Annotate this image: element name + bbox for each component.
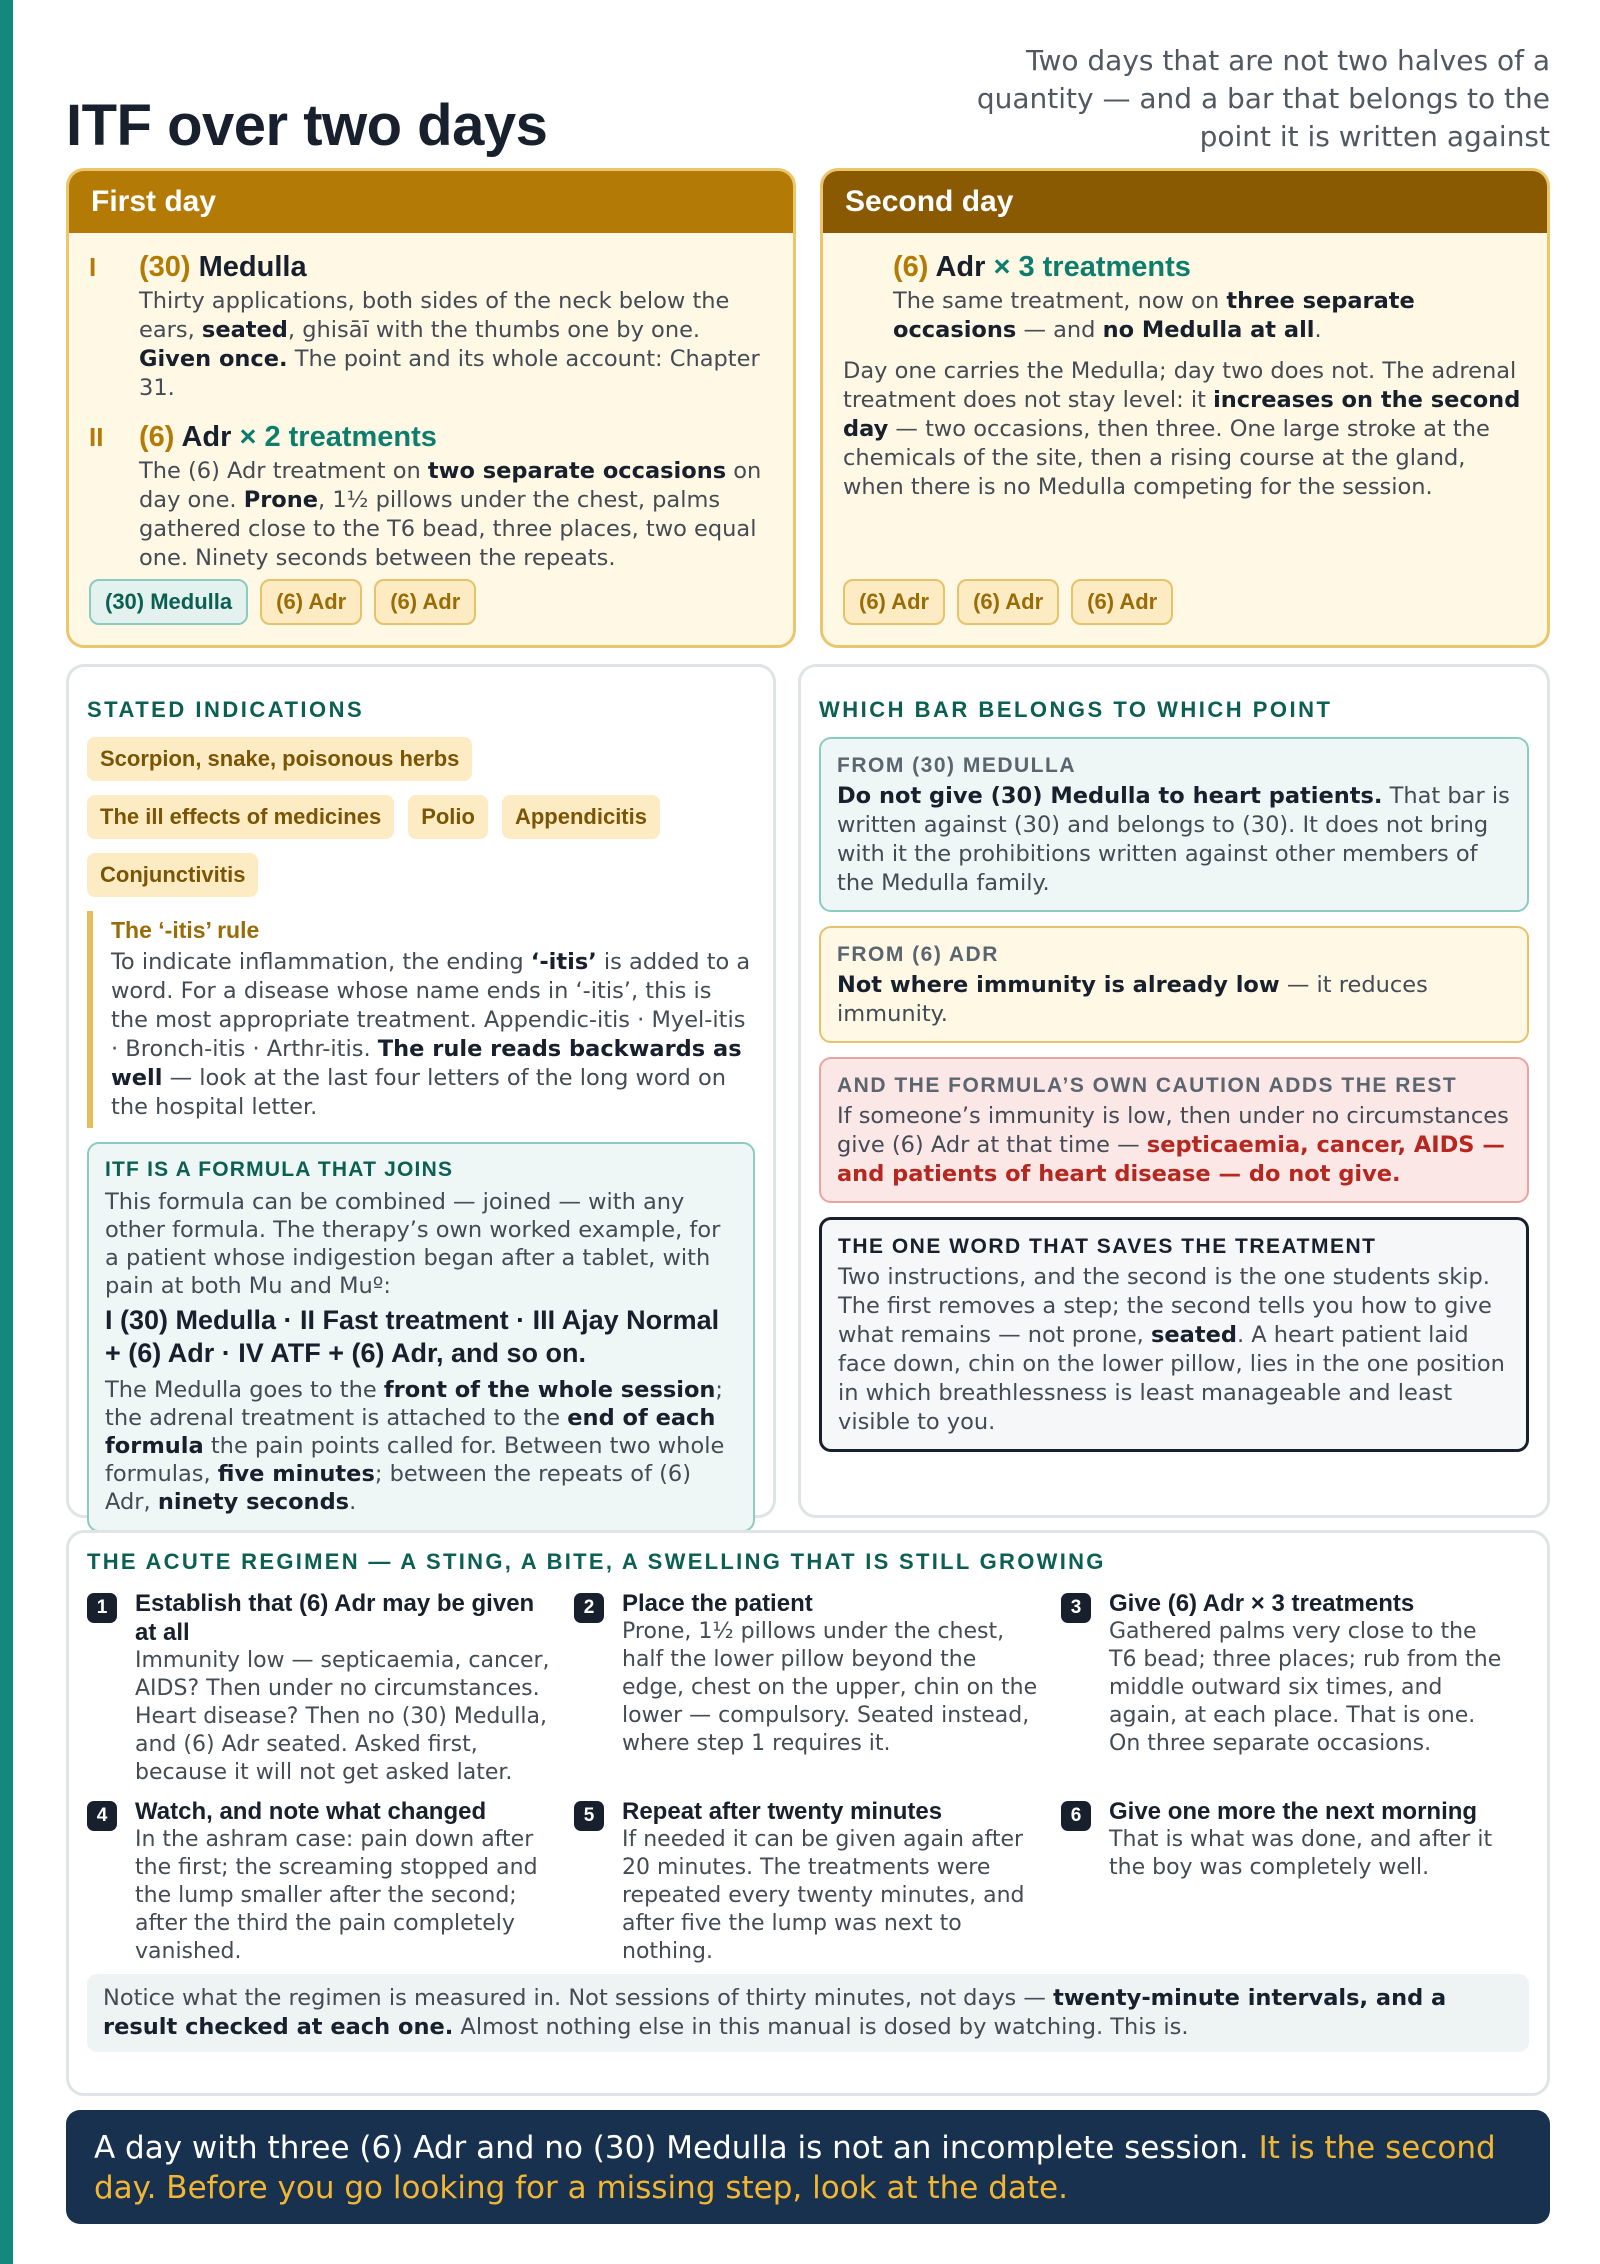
step-title: Establish that (6) Adr may be given at all	[135, 1590, 535, 1646]
indication-tags	[87, 737, 755, 897]
saving-word-box	[819, 1217, 1529, 1452]
itis-rule	[87, 911, 755, 1128]
acute-regimen-panel	[66, 1530, 1550, 2096]
rule-text: To indicate inflammation, the ending ‘-itis’ is added to a word. For a disease whose name ends in ‘-itis’, this is the most appropriate treatment. Appendic-itis · Myel-itis · Bronch-itis · Arthr-itis. The rule reads backwards as well — look at the last four letters of the long word on the hospital letter.	[111, 949, 751, 1120]
panel-title: STATED INDICATIONS	[87, 697, 365, 722]
formula-intro: This formula can be combined — joined — with any other formula. The therapy’s own worked example, for a patient whose indigestion began after a tablet, with pain at both Mu and Muº:	[105, 1189, 721, 1299]
formula-outro: The Medulla goes to the front of the whole session; the adrenal treatment is attached to the end of each formula the pain points called for. Between two whole formulas, five minutes; between the repeats of (6) Adr, ninety seconds.	[105, 1377, 725, 1515]
step-title: Give (6) Adr × 3 treatments	[1109, 1590, 1415, 1617]
step-title: Place the patient	[622, 1590, 813, 1617]
second-day-explanation: Day one carries the Medulla; day two does not. The adrenal treatment does not stay level: it increases on the second day — two occasions, then three. One large stroke at the chemicals of the site, then a rising course at the gland, when there is no Medulla competing for the session.	[843, 358, 1521, 500]
second-day-card	[820, 168, 1550, 648]
box-title: FROM (30) MEDULLA	[837, 754, 1076, 777]
box-text: If someone’s immunity is low, then under no circumstances give (6) Adr at that time — septicaemia, cancer, AIDS — and patients of heart disease — do not give.	[837, 1103, 1509, 1187]
chip-adr: (6) Adr	[843, 579, 945, 625]
step-number-badge: 6	[1061, 1801, 1091, 1831]
chip-adr: (6) Adr	[1071, 579, 1173, 625]
step-title: Watch, and note what changed	[135, 1798, 487, 1825]
second-day-body	[823, 233, 1547, 502]
regimen-step	[1061, 1589, 1521, 1787]
step-numeral: I	[89, 252, 97, 282]
summary-highlight: It is the second day. Before you go looking for a missing step, look at the date.	[94, 2130, 1496, 2206]
page	[66, 0, 1550, 2264]
step-title: (30) Medulla	[139, 251, 307, 283]
first-day-heading: First day	[69, 171, 793, 233]
box-text: Not where immunity is already low — it reduces immunity.	[837, 972, 1428, 1027]
day-two-step	[843, 247, 1527, 345]
chip-adr: (6) Adr	[260, 579, 362, 625]
step-text: In the ashram case: pain down after the first; the screaming stopped and the lump smaller after the second; after the third the pain completely vanished.	[135, 1827, 538, 1964]
step-text: The same treatment, now on three separate occasions — and no Medulla at all.	[893, 288, 1415, 343]
chip-adr: (6) Adr	[957, 579, 1059, 625]
step-number-badge: 2	[574, 1593, 604, 1623]
box-title: FROM (6) ADR	[837, 943, 999, 966]
step-number-badge: 3	[1061, 1593, 1091, 1623]
summary-banner	[66, 2110, 1550, 2224]
page-title: ITF over two days	[66, 93, 548, 158]
step-number-badge: 1	[87, 1593, 117, 1623]
caution-box	[819, 1057, 1529, 1203]
first-day-chips	[89, 579, 476, 625]
box-title: THE ONE WORD THAT SAVES THE TREATMENT	[838, 1235, 1377, 1258]
step-number-badge: 4	[87, 1801, 117, 1831]
day-one-step-2	[89, 417, 773, 573]
indication-tag: Conjunctivitis	[87, 853, 258, 897]
panel-title: WHICH BAR BELONGS TO WHICH POINT	[819, 697, 1333, 722]
step-title: Give one more the next morning	[1109, 1798, 1478, 1825]
formula-sequence: I (30) Medulla · II Fast treatment · III Ajay Normal + (6) Adr · IV ATF + (6) Adr, and so on.	[105, 1305, 720, 1368]
indication-tag: Polio	[408, 795, 488, 839]
second-day-chips	[843, 579, 1173, 625]
box-text: Do not give (30) Medulla to heart patients. That bar is written against (30) and belongs to (30). It does not bring with it the prohibitions written against other members of the Medulla family.	[837, 783, 1510, 896]
which-bar-panel	[798, 664, 1550, 1518]
step-text: Immunity low — septicaemia, cancer, AIDS? Then under no circumstances. Heart disease? Then no (30) Medulla, and (6) Adr seated. Asked first, because it will not get asked later.	[135, 1648, 550, 1785]
regimen-steps	[87, 1589, 1529, 1966]
medulla-bar-box	[819, 737, 1529, 912]
regimen-notice: Notice what the regimen is measured in. Not sessions of thirty minutes, not days — twenty-minute intervals, and a result checked at each one. Almost nothing else in this manual is dosed by watching. This is.	[87, 1974, 1529, 2052]
indication-tag: The ill effects of medicines	[87, 795, 394, 839]
step-text: That is what was done, and after it the boy was completely well.	[1109, 1827, 1493, 1880]
step-number-badge: 5	[574, 1801, 604, 1831]
step-text: The (6) Adr treatment on two separate occasions on day one. Prone, 1½ pillows under the chest, palms gathered close to the T6 bead, three places, two equal one. Ninety seconds between the repeats.	[139, 458, 762, 571]
regimen-step	[87, 1589, 574, 1787]
step-text: Gathered palms very close to the T6 bead; three places; rub from the middle outward six times, and again, at each place. That is one. On three separate occasions.	[1109, 1619, 1502, 1756]
step-title: (6) Adr × 3 treatments	[893, 251, 1191, 283]
rule-title: The ‘-itis’ rule	[111, 917, 260, 943]
box-text: Two instructions, and the second is the one students skip. The first removes a step; the second tells you how to give what remains — not prone, seated. A heart patient laid face down, chin on the lower pillow, lies in the one position in which breathlessness is least manageable and least visible to you.	[838, 1264, 1505, 1435]
accent-spine	[0, 0, 13, 2264]
regimen-step	[574, 1797, 1061, 1966]
step-numeral: II	[89, 422, 104, 452]
indication-tag: Appendicitis	[502, 795, 660, 839]
box-title: AND THE FORMULA’S OWN CAUTION ADDS THE REST	[837, 1074, 1458, 1097]
formula-box	[87, 1142, 755, 1532]
formula-title: ITF IS A FORMULA THAT JOINS	[105, 1158, 454, 1181]
day-one-step-1	[89, 247, 773, 403]
chip-medulla: (30) Medulla	[89, 579, 248, 625]
step-title: (6) Adr × 2 treatments	[139, 421, 437, 453]
step-title: Repeat after twenty minutes	[622, 1798, 943, 1825]
regimen-step	[87, 1797, 574, 1966]
page-tagline: Two days that are not two halves of a quantity — and a bar that belongs to the point it is written against	[976, 44, 1550, 153]
adr-bar-box	[819, 926, 1529, 1043]
indication-tag: Scorpion, snake, poisonous herbs	[87, 737, 472, 781]
first-day-card	[66, 168, 796, 648]
stated-indications-panel	[66, 664, 776, 1518]
second-day-heading: Second day	[823, 171, 1547, 233]
chip-adr: (6) Adr	[374, 579, 476, 625]
step-text: Thirty applications, both sides of the neck below the ears, seated, ghisāī with the thumbs one by one. Given once. The point and its whole account: Chapter 31.	[139, 288, 760, 401]
first-day-body	[69, 233, 793, 573]
regimen-step	[574, 1589, 1061, 1787]
step-text: If needed it can be given again after 20 minutes. The treatments were repeated every twenty minutes, and after five the lump was next to nothing.	[622, 1827, 1025, 1964]
regimen-title: THE ACUTE REGIMEN — A STING, A BITE, A SWELLING THAT IS STILL GROWING	[87, 1549, 1106, 1574]
regimen-step	[1061, 1797, 1521, 1966]
step-text: Prone, 1½ pillows under the chest, half the lower pillow beyond the edge, chest on the upper, chin on the lower — compulsory. Seated instead, where step 1 requires it.	[622, 1619, 1038, 1756]
summary-text: A day with three (6) Adr and no (30) Medulla is not an incomplete session.	[94, 2130, 1259, 2166]
